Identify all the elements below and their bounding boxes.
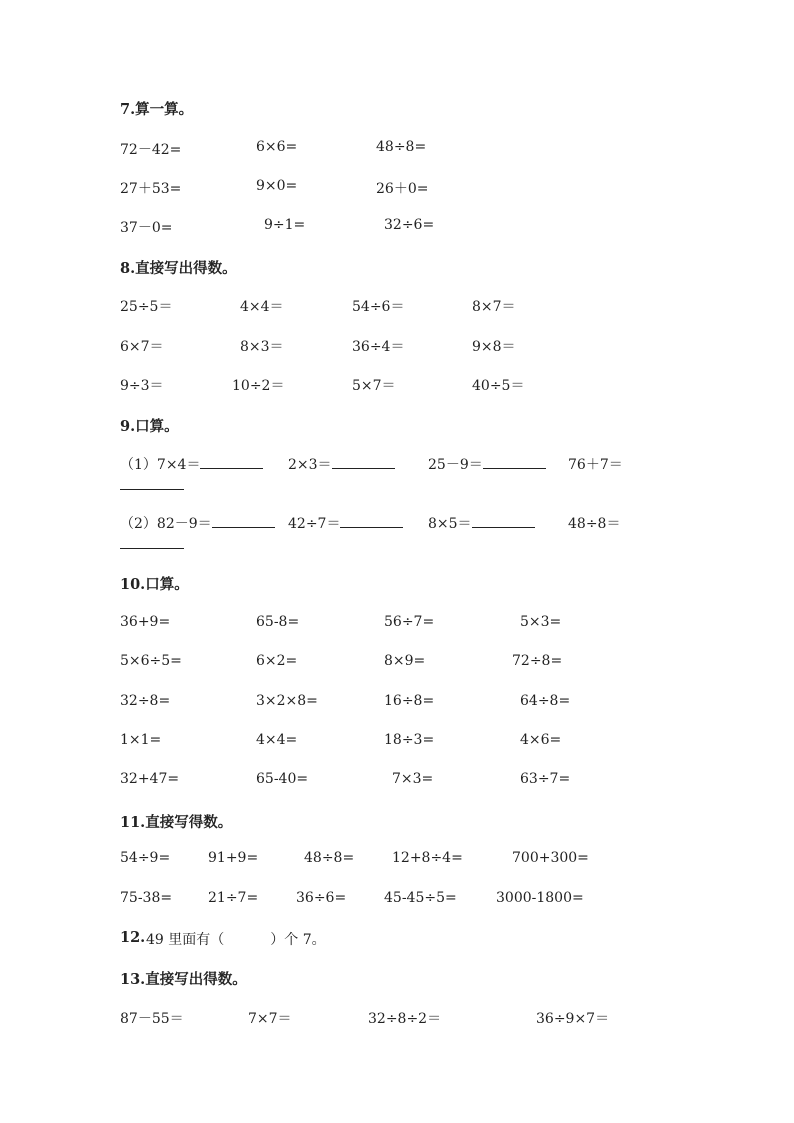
problem: 4×4=	[256, 732, 298, 748]
problem: 36÷6=	[296, 890, 347, 906]
section-10-row-2	[0, 653, 794, 673]
section-13-title: 13.直接写出得数。	[120, 971, 247, 988]
problem: 76＋7＝	[568, 457, 623, 473]
problem: 9×8＝	[472, 339, 516, 355]
section-11-row-1	[0, 850, 794, 870]
problem: 72÷8=	[512, 653, 563, 669]
problem: 45-45÷5=	[384, 890, 457, 906]
section-10-row-4	[0, 732, 794, 752]
problem: 32+47=	[120, 771, 180, 787]
problem: 25－9＝	[428, 457, 483, 473]
problem: （2）82－9＝	[120, 516, 212, 532]
problem: 36+9=	[120, 614, 171, 630]
answer-blank[interactable]	[212, 513, 275, 528]
problem: 9×0=	[256, 178, 298, 194]
problem: 6×2=	[256, 653, 298, 669]
problem: 91+9=	[208, 850, 259, 866]
section-11-row-2	[0, 890, 794, 910]
section-12-number: 12.	[120, 929, 146, 946]
problem: 27＋53=	[120, 181, 182, 197]
problem: 9÷1=	[264, 217, 306, 233]
problem: 4×4＝	[240, 299, 284, 315]
problem: （1）7×4＝	[120, 457, 201, 473]
answer-blank[interactable]	[340, 513, 403, 528]
section-8-title: 8.直接写出得数。	[120, 260, 237, 277]
section-10-title: 10.口算。	[120, 576, 189, 593]
problem: 8×3＝	[240, 339, 284, 355]
problem: 12+8÷4=	[392, 850, 463, 866]
question-text: ）个 7。	[270, 932, 326, 948]
answer-blank[interactable]	[483, 454, 546, 469]
section-8-row-1	[0, 296, 794, 316]
problem: 54÷9=	[120, 850, 171, 866]
problem: 72－42=	[120, 142, 182, 158]
section-8-row-3	[0, 375, 794, 395]
problem: 48÷8=	[304, 850, 355, 866]
problem: 36÷9×7＝	[536, 1011, 610, 1027]
problem: 65-8=	[256, 614, 300, 630]
problem: 16÷8=	[384, 693, 435, 709]
problem: 6×7＝	[120, 339, 164, 355]
problem: 63÷7=	[520, 771, 571, 787]
problem: 5×6÷5=	[120, 653, 182, 669]
problem: 65-40=	[256, 771, 309, 787]
problem: 87－55＝	[120, 1011, 184, 1027]
section-11-title: 11.直接写得数。	[120, 814, 233, 831]
problem: 8×9=	[384, 653, 426, 669]
answer-blank[interactable]	[120, 548, 184, 549]
problem: 6×6=	[256, 139, 298, 155]
problem: 10÷2＝	[232, 378, 285, 394]
section-9-title: 9.口算。	[120, 418, 179, 435]
section-10-row-3	[0, 693, 794, 713]
problem: 18÷3=	[384, 732, 435, 748]
problem: 36÷4＝	[352, 339, 405, 355]
problem: 8×7＝	[472, 299, 516, 315]
problem: 25÷5＝	[120, 299, 173, 315]
section-7-row-3	[0, 217, 794, 237]
problem: 64÷8=	[520, 693, 571, 709]
problem: 7×7＝	[248, 1011, 292, 1027]
problem: 4×6=	[520, 732, 562, 748]
problem: 56÷7=	[384, 614, 435, 630]
section-7-row-2	[0, 178, 794, 198]
problem: 700+300=	[512, 850, 589, 866]
answer-blank[interactable]	[332, 454, 395, 469]
problem: 32÷8=	[120, 693, 171, 709]
answer-blank[interactable]	[200, 454, 263, 469]
section-10-row-1	[0, 614, 794, 634]
problem: 32÷8÷2＝	[368, 1011, 442, 1027]
problem: 75-38=	[120, 890, 173, 906]
problem: 42÷7＝	[288, 516, 341, 532]
section-12-question	[0, 929, 794, 949]
problem: 3×2×8=	[256, 693, 318, 709]
section-9-row-2	[0, 513, 794, 533]
section-13-row-1	[0, 1008, 794, 1028]
problem: 7×3=	[392, 771, 434, 787]
answer-blank[interactable]	[120, 489, 184, 490]
problem: 9÷3＝	[120, 378, 164, 394]
problem: 2×3＝	[288, 457, 332, 473]
problem: 37－0=	[120, 220, 173, 236]
section-10-row-5	[0, 771, 794, 791]
problem: 26＋0=	[376, 181, 429, 197]
section-8-row-2	[0, 336, 794, 356]
problem: 5×3=	[520, 614, 562, 630]
problem: 32÷6=	[384, 217, 435, 233]
problem: 3000-1800=	[496, 890, 584, 906]
problem: 48÷8＝	[568, 516, 621, 532]
problem: 1×1=	[120, 732, 162, 748]
problem: 8×5＝	[428, 516, 472, 532]
answer-blank[interactable]	[472, 513, 535, 528]
section-7-title: 7.算一算。	[120, 101, 194, 118]
problem: 48÷8=	[376, 139, 427, 155]
section-7-row-1	[0, 139, 794, 159]
problem: 21÷7=	[208, 890, 259, 906]
problem: 5×7＝	[352, 378, 396, 394]
section-9-row-1	[0, 454, 794, 474]
question-text: 49 里面有（	[146, 932, 225, 948]
problem: 40÷5＝	[472, 378, 525, 394]
problem: 54÷6＝	[352, 299, 405, 315]
